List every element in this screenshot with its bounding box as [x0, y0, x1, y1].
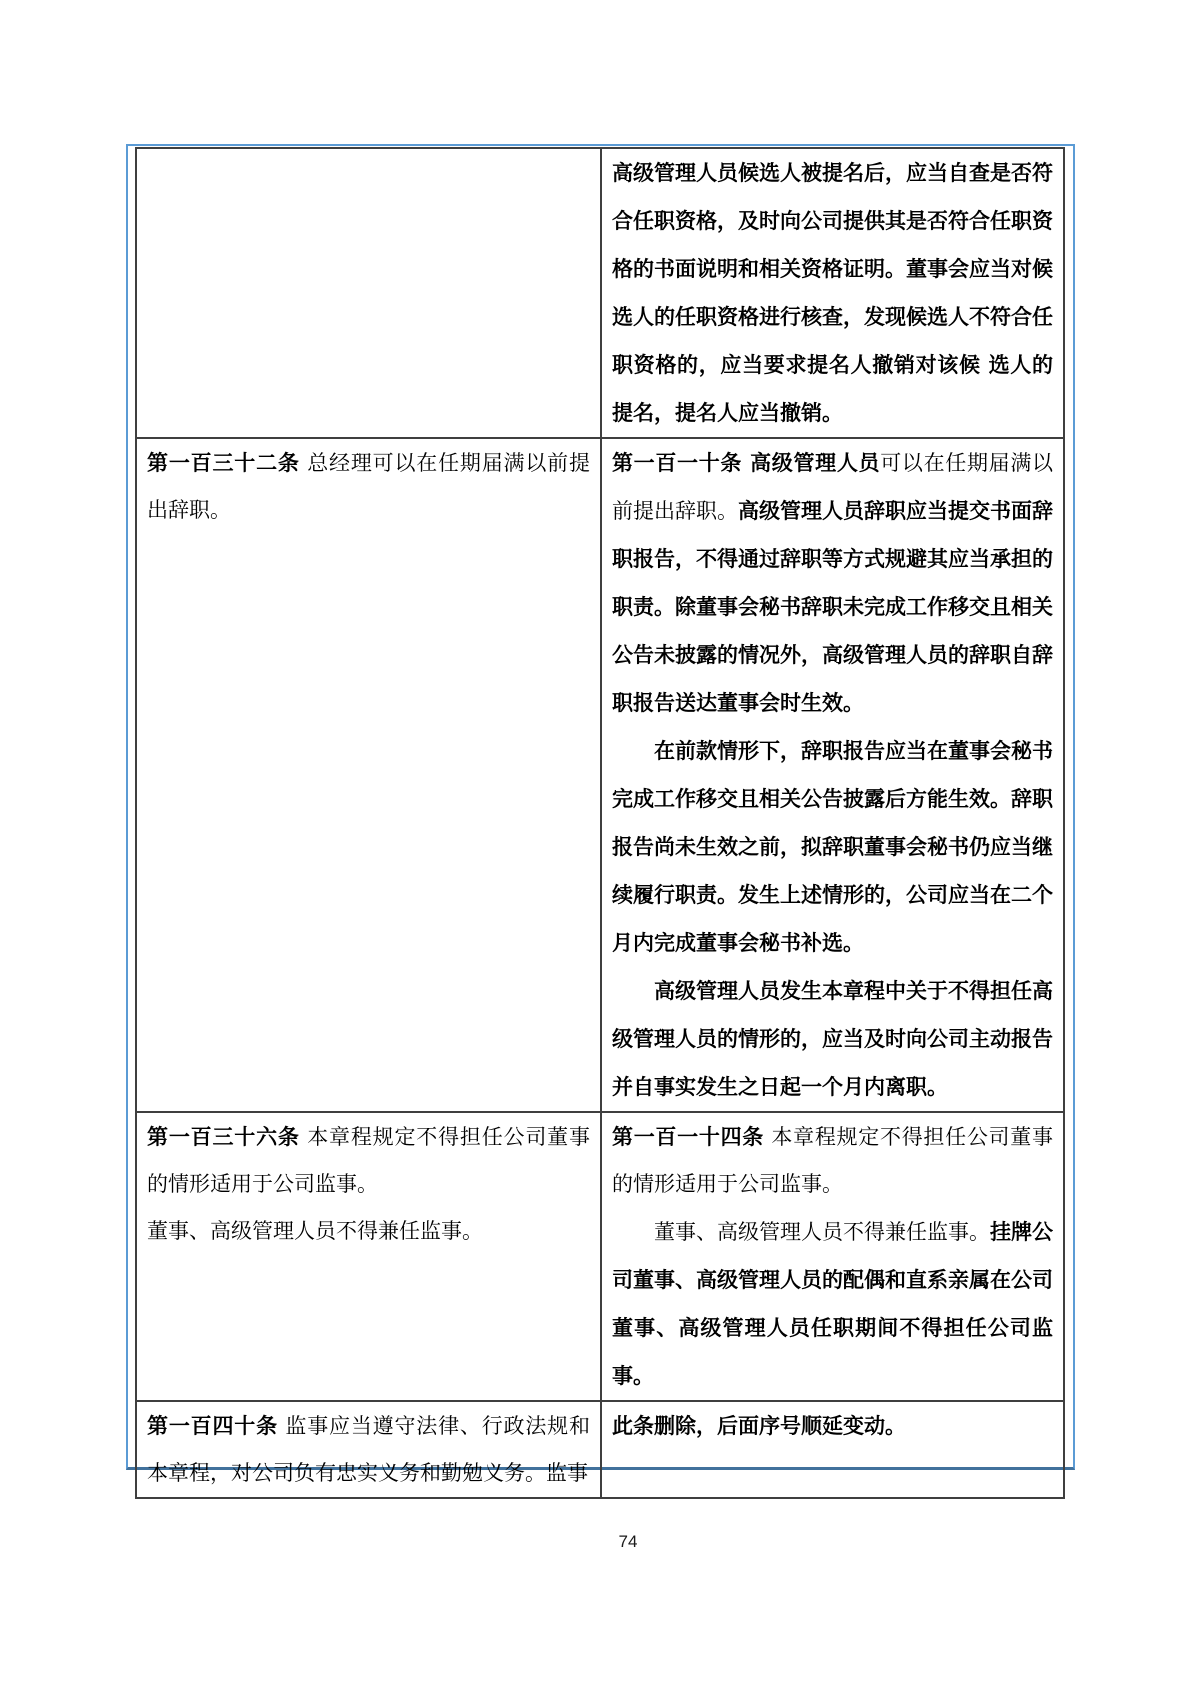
clause-paragraph	[612, 149, 1053, 437]
original-clause-cell	[136, 1112, 601, 1401]
text-run: 本章程规定不得担任公司董事的情形适用于公司监事。	[147, 1125, 590, 1196]
original-clause-cell	[136, 438, 601, 1112]
bold-run: 第一百四十条	[147, 1413, 278, 1438]
bold-run: 高级管理人员辞职应当提交书面辞职报告，不得通过辞职等方式规避其应当承担的职责。除董事会秘书辞职未完成工作移交且相关公告未披露的情况外，高级管理人员的辞职自辞职报告送达董事会时生效。	[612, 498, 1053, 715]
revised-clause-cell	[601, 438, 1064, 1112]
bold-run: 第一百三十六条	[147, 1124, 300, 1149]
text-run: 监事应当遵守法律、行政法规和本章程，对公司负有忠实义务和勤勉义务。监事	[147, 1414, 590, 1485]
clause-paragraph	[147, 1402, 590, 1497]
table-row	[136, 148, 1064, 438]
bold-run: 此条删除，后面序号顺延变动。	[612, 1413, 906, 1438]
bold-run: 挂牌公司董事、高级管理人员的配偶和直系亲属在公司董事、高级管理人员任职期间不得担任公司监事。	[612, 1219, 1053, 1388]
clause-paragraph	[147, 1113, 590, 1208]
clause-paragraph	[612, 1113, 1053, 1208]
text-run: 可以在任期届满以前提出辞职。	[612, 451, 1054, 523]
clause-paragraph	[612, 439, 1053, 727]
bold-run: 第一百一十四条	[612, 1124, 765, 1149]
revised-clause-cell	[601, 1401, 1064, 1498]
clause-paragraph	[612, 1208, 1053, 1400]
original-clause-cell	[136, 1401, 601, 1498]
bold-run: 第一百一十条 高级管理人员	[612, 450, 881, 475]
table-row	[136, 1112, 1064, 1401]
clause-paragraph	[147, 1208, 590, 1255]
bold-run: 在前款情形下，辞职报告应当在董事会秘书完成工作移交且相关公告披露后方能生效。辞职报告尚未生效之前，拟辞职董事会秘书仍应当继续履行职责。发生上述情形的，公司应当在二个月内完成董事会秘书补选。	[612, 738, 1053, 955]
bold-run: 高级管理人员候选人被提名后，应当自查是否符合任职资格，及时向公司提供其是否符合任职资格的书面说明和相关资格证明。董事会应当对候选人的任职资格进行核查，发现候选人不符合任职资格的，应当要求提名人撤销对该候 选人的提名，提名人应当撤销。	[612, 160, 1053, 425]
revised-clause-cell	[601, 148, 1064, 438]
clause-paragraph	[612, 727, 1053, 967]
original-clause-cell	[136, 148, 601, 438]
text-run: 董事、高级管理人员不得兼任监事。	[654, 1220, 990, 1244]
bold-run: 第一百三十二条	[147, 450, 300, 475]
text-run: 董事、高级管理人员不得兼任监事。	[147, 1219, 483, 1243]
clause-paragraph	[612, 1402, 1053, 1450]
clause-paragraph	[612, 967, 1053, 1111]
clause-paragraph	[147, 439, 590, 534]
bold-run: 高级管理人员发生本章程中关于不得担任高级管理人员的情形的，应当及时向公司主动报告并自事实发生之日起一个月内离职。	[612, 978, 1053, 1099]
table-body	[136, 148, 1064, 1498]
comparison-table	[135, 147, 1065, 1499]
table-row	[136, 438, 1064, 1112]
page-number: 74	[618, 1532, 638, 1551]
text-run: 总经理可以在任期届满以前提出辞职。	[147, 451, 590, 522]
revised-clause-cell	[601, 1112, 1064, 1401]
table-row	[136, 1401, 1064, 1498]
text-run: 本章程规定不得担任公司董事的情形适用于公司监事。	[612, 1125, 1053, 1196]
